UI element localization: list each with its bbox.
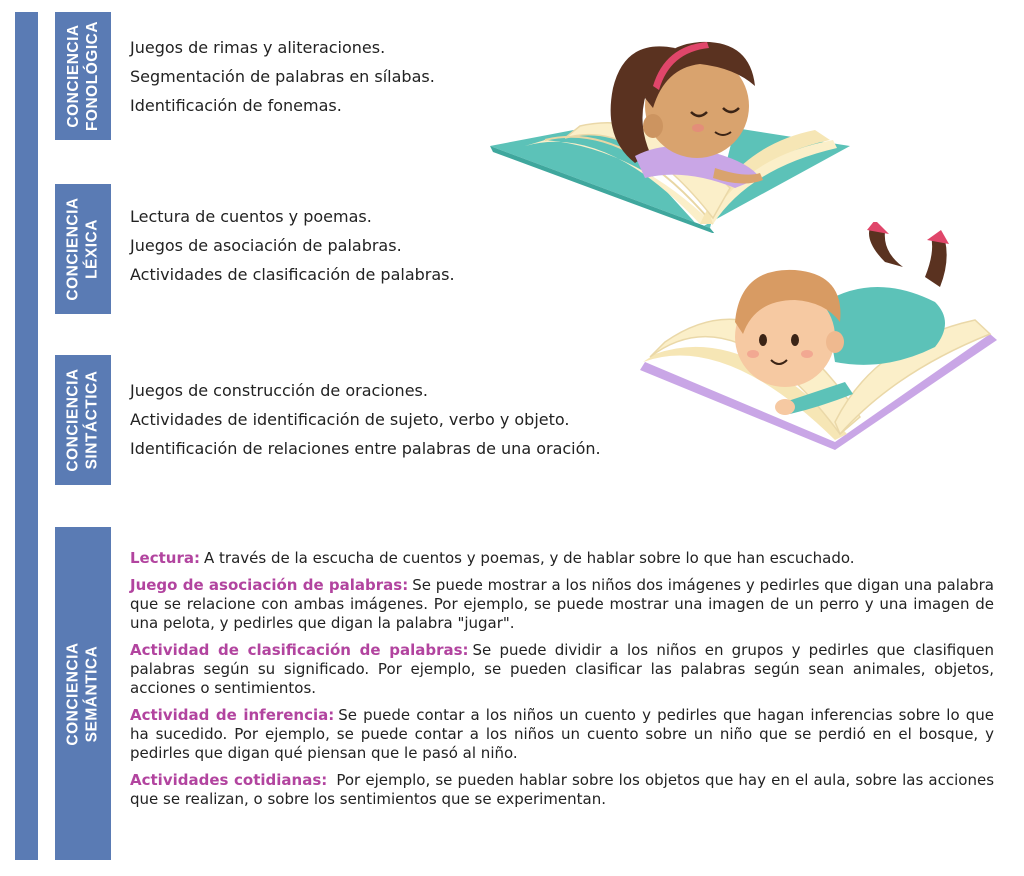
paragraph-text: Se puede dividir a los niños en grupos y pedirles que clasifiquen palabras según su significado. Por ejemplo, se pueden clasificar las palabras según sean animales, objetos, acciones o sentimientos. (130, 641, 994, 697)
label-line: FONOLÓGICA (84, 20, 101, 132)
list-item: Juegos de asociación de palabras. (130, 236, 402, 255)
label-line: CONCIENCIA (65, 197, 83, 301)
term-label: Actividad de inferencia: (130, 706, 335, 724)
semantic-paragraph (130, 641, 994, 698)
list-lexica (130, 202, 455, 289)
left-rail-bar (15, 12, 38, 860)
label-conciencia-semantica (55, 527, 111, 860)
term-label: Actividad de clasificación de palabras: (130, 641, 469, 659)
list-sintactica (130, 376, 601, 463)
label-line: CONCIENCIA (65, 24, 82, 128)
list-item: Juegos de rimas y aliteraciones. (130, 38, 386, 57)
semantic-paragraph (130, 549, 994, 568)
list-item: Juegos de construcción de oraciones. (130, 381, 428, 400)
list-item: Identificación de relaciones entre palabras de una oración. (130, 439, 601, 458)
term-label: Lectura: (130, 549, 200, 567)
list-item: Segmentación de palabras en sílabas. (130, 67, 435, 86)
label-line: LÉXICA (84, 219, 102, 279)
label-line: SINTÁCTICA (84, 370, 102, 470)
label-line: CONCIENCIA (65, 368, 83, 472)
term-label: Juego de asociación de palabras: (130, 576, 409, 594)
list-fonologica (130, 33, 435, 120)
boy-lying-on-book-illustration (635, 222, 1000, 454)
term-label: Actividades cotidianas: (130, 771, 328, 789)
paragraph-text: A través de la escucha de cuentos y poemas, y de hablar sobre lo que han escuchado. (204, 549, 855, 567)
label-conciencia-lexica (55, 184, 111, 314)
paragraph-text: Por ejemplo, se pueden hablar sobre los objetos que hay en el aula, sobre las acciones que se realizan, o sobre los sentimientos que se experimentan. (130, 771, 995, 808)
list-item: Identificación de fonemas. (130, 96, 342, 115)
semantic-paragraph (130, 706, 994, 763)
girl-reading-book-illustration (485, 28, 860, 233)
list-item: Actividades de clasificación de palabras. (130, 265, 455, 284)
label-conciencia-sintactica (55, 355, 111, 485)
semantic-activities (130, 549, 994, 817)
semantic-paragraph (130, 771, 994, 809)
paragraph-text: Se puede contar a los niños un cuento y pedirles que hagan inferencias sobre lo que ha sucedido. Por ejemplo, se puede contar a los niños un cuento sobre un niño que se perdió en el bosque, y pedirles que digan qué piensan que le pasó al niño. (130, 706, 995, 762)
list-item: Lectura de cuentos y poemas. (130, 207, 372, 226)
list-item: Actividades de identificación de sujeto, verbo y objeto. (130, 410, 570, 429)
paragraph-text: Se puede mostrar a los niños dos imágenes y pedirles que digan una palabra que se relacione con ambas imágenes. Por ejemplo, se puede mostrar una imagen de un perro y una imagen de una pelota, y pedirles que digan la palabra "jugar". (130, 576, 994, 632)
semantic-paragraph (130, 576, 994, 633)
label-conciencia-fonologica (55, 12, 111, 140)
label-line: SEMÁNTICA (84, 645, 102, 742)
label-line: CONCIENCIA (65, 641, 83, 746)
